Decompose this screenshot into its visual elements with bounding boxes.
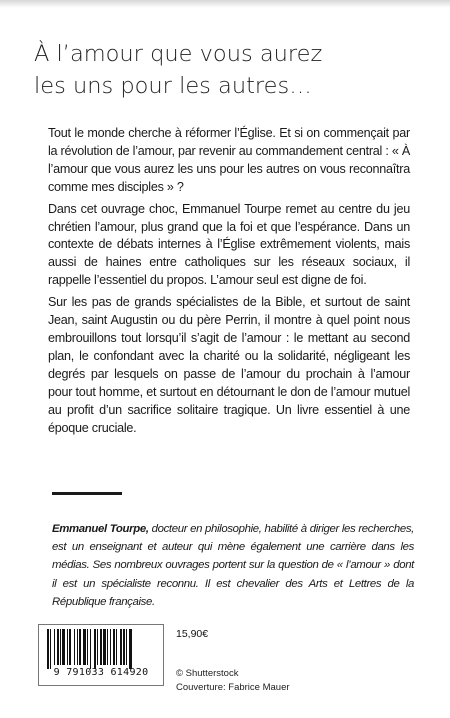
barcode-bar xyxy=(129,629,132,669)
isbn-digits: 9 791033 614920 xyxy=(53,667,149,678)
blurb-paragraph-2: Dans cet ouvrage choc, Emmanuel Tourpe remet au centre du jeu chrétien l’amour, plus grand que la foi et que l’espérance. Dans un contexte de débats internes à l’Église extrêmement violents, mais aussi de haines entre catholiques sur les réseaux sociaux, il rappelle l’essentiel du propos. L’amour seul est digne de foi. xyxy=(48,201,410,288)
isbn-barcode xyxy=(38,624,164,686)
blurb-paragraph-3: Sur les pas de grands spécialistes de la Bible, et surtout de saint Jean, saint Augustin ou du père Perrin, il montre à quel point nous embrouillons tout lorsqu’il s’agit de l’amour : le mettant au second plan, le confondant avec la charité ou la solidarité, négligeant les degrés par lesquels on passe de l’amour du prochain à l’amour pour tout homme, et surtout en détournant le don de l’amour mutuel au profit d’un sacrifice solitaire tragique. Un livre essentiel à une époque cruciale. xyxy=(48,295,410,435)
photo-credit: © Shutterstock xyxy=(176,668,239,679)
barcode-bar xyxy=(62,629,65,665)
barcode-bar xyxy=(94,629,96,669)
barcode-bar xyxy=(67,629,68,665)
section-divider xyxy=(52,492,122,495)
barcode-icon xyxy=(45,629,157,669)
barcode-bar xyxy=(116,629,117,665)
back-cover-headline xyxy=(34,38,434,102)
barcode-bar xyxy=(87,629,88,665)
barcode-bar xyxy=(113,629,115,665)
author-bio-text: docteur en philosophie, habilité à diriger les recherches, est un enseignant et auteur qui mène également une carrière dans les médias. Ses nombreux ouvrages portent sur la question de « l’amour » dont il est un spécialiste reconnu. Il est chevalier des Arts et Lettres de la République française. xyxy=(52,523,414,608)
price: 15,90€ xyxy=(176,628,209,640)
barcode-bar xyxy=(126,629,127,665)
barcode-bar xyxy=(103,629,106,665)
barcode-bar xyxy=(120,629,122,665)
author-bio xyxy=(52,520,414,611)
barcode-bar xyxy=(110,629,111,665)
barcode-bar xyxy=(123,629,125,665)
barcode-bar xyxy=(60,629,61,665)
barcode-bar xyxy=(100,629,102,665)
credits xyxy=(176,667,290,694)
page-top-shadow xyxy=(0,0,450,8)
barcode-bar xyxy=(97,629,98,665)
barcode-bar xyxy=(74,629,75,665)
author-name: Emmanuel Tourpe, xyxy=(52,523,149,535)
barcode-bar xyxy=(79,629,81,665)
blurb xyxy=(48,125,410,441)
barcode-bar xyxy=(107,629,108,665)
barcode-bar xyxy=(69,629,71,665)
barcode-bar xyxy=(50,629,51,669)
barcode-bar xyxy=(47,629,49,669)
barcode-bar xyxy=(77,629,78,665)
headline-line-2: les uns pour les autres… xyxy=(34,73,312,99)
barcode-bar xyxy=(57,629,59,665)
barcode-bar xyxy=(83,629,86,665)
headline-line-1: À l’amour que vous aurez xyxy=(34,41,323,67)
blurb-paragraph-1: Tout le monde cherche à réformer l’Église. Et si on commençait par la révolution de l’amour, par revenir au commandement central : « À l’amour que vous aurez les uns pour les autres on vous reconnaîtra comme mes disciples » ? xyxy=(48,126,410,194)
barcode-bar xyxy=(90,629,91,669)
cover-credit: Couverture: Fabrice Mauer xyxy=(176,681,290,693)
barcode-bar xyxy=(54,629,55,665)
